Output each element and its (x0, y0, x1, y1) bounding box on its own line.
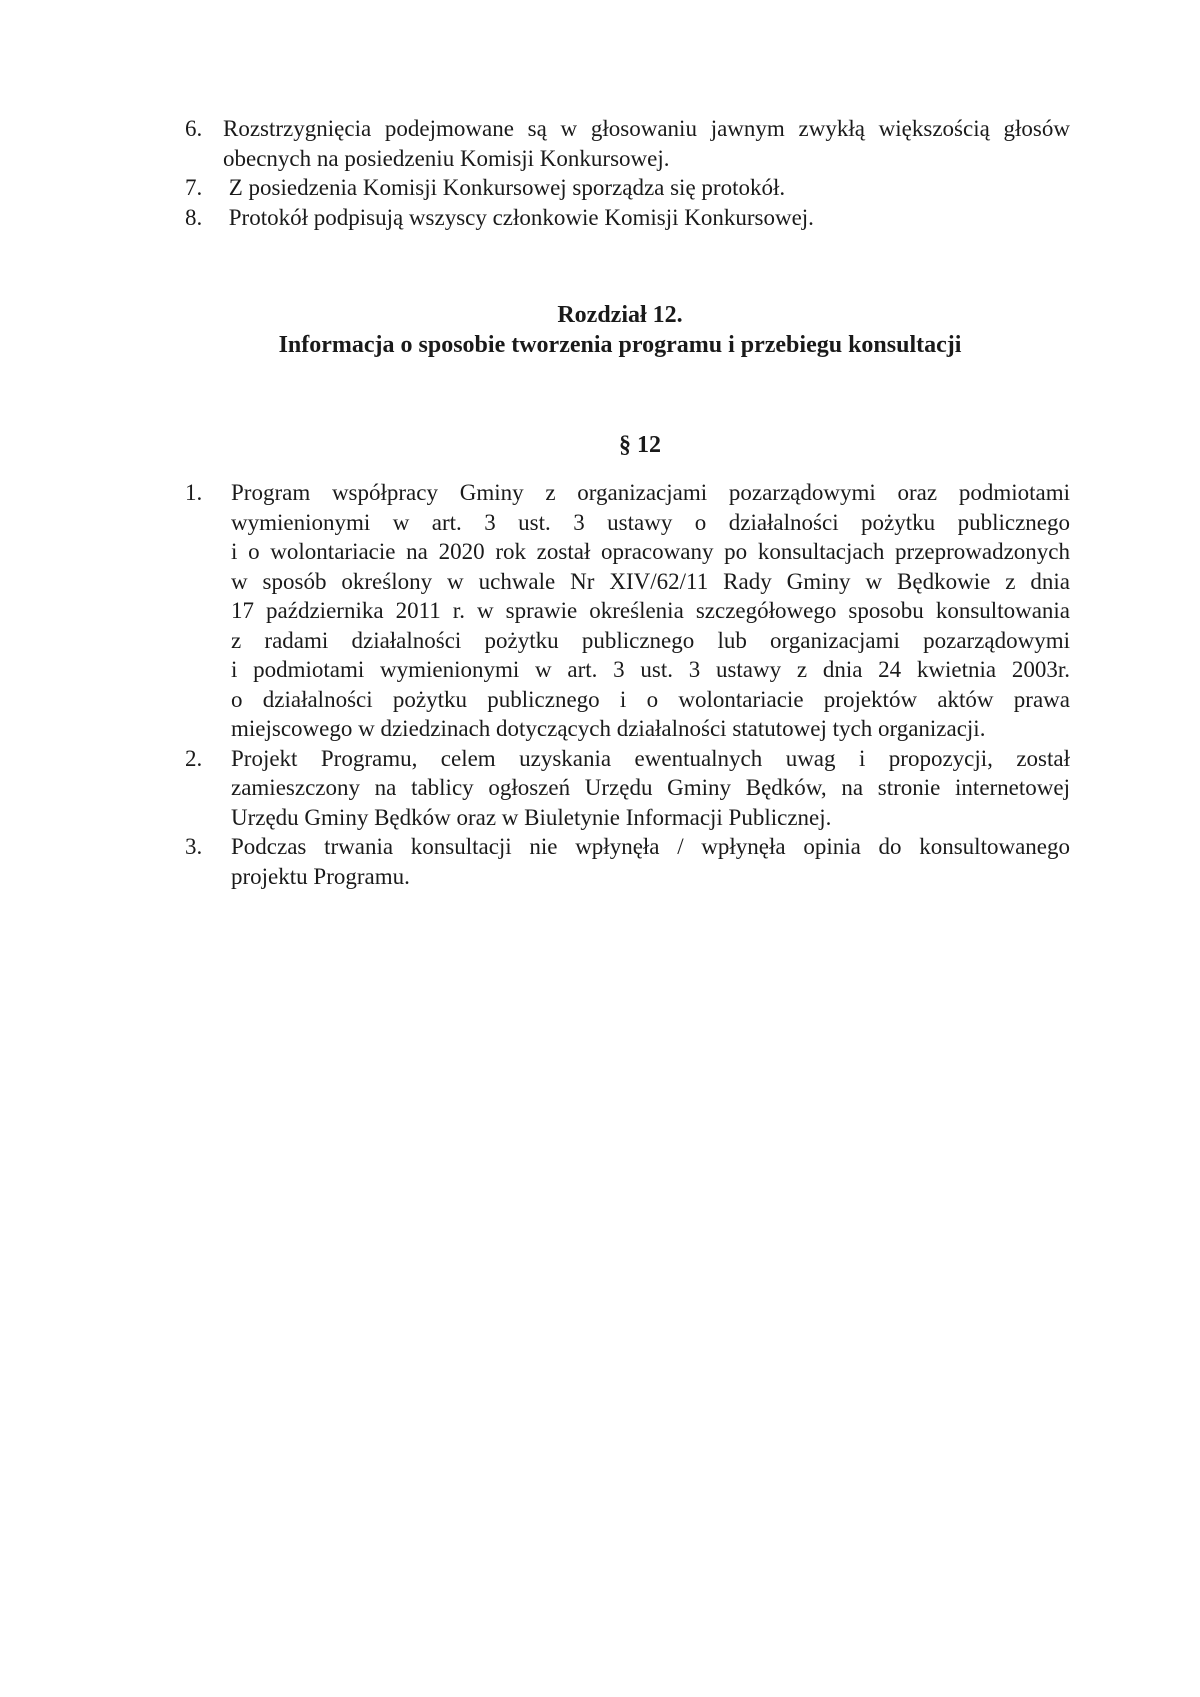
bottom-list (185, 478, 1070, 891)
list-item (185, 203, 1070, 233)
item-line: miejscowego w dziedzinach dotyczących działalności statutowej tych organizacji. (231, 716, 986, 741)
item-line: wymienionymi w art. 3 ust. 3 ustawy o działalności pożytku publicznego (231, 509, 1070, 535)
item-line: obecnych na posiedzeniu Komisji Konkursowej. (223, 145, 670, 171)
item-line: i o wolontariacie na 2020 rok został opracowany po konsultacjach przeprowadzonych (231, 539, 1070, 564)
chapter-label: Rozdział 12. (557, 302, 683, 328)
chapter-title: Informacja o sposobie tworzenia programu i przebiegu konsultacji (278, 332, 962, 358)
list-item (185, 478, 1070, 744)
item-line: Program współpracy Gminy z organizacjami pozarządowymi oraz podmiotami (231, 480, 1070, 505)
item-line: Projekt Programu, celem uzyskania ewentualnych uwag i propozycji, został (231, 745, 1070, 771)
item-line: Protokół podpisują wszyscy członkowie Komisji Konkursowej. (223, 204, 814, 230)
item-number: 6. (185, 116, 203, 141)
item-line: z radami działalności pożytku publicznego lub organizacjami pozarządowymi (231, 627, 1070, 653)
item-number: 8. (185, 204, 203, 230)
item-line: zamieszczony na tablicy ogłoszeń Urzędu Gminy Będków, na stronie internetowej (231, 775, 1070, 800)
item-line: Z posiedzenia Komisji Konkursowej sporządza się protokół. (223, 175, 786, 200)
list-item (185, 173, 1070, 203)
top-list (185, 114, 1070, 232)
item-line: o działalności pożytku publicznego i o wolontariacie projektów aktów prawa (231, 686, 1070, 712)
item-line: Rozstrzygnięcia podejmowane są w głosowaniu jawnym zwykłą większością głosów (223, 116, 1070, 141)
list-item (185, 744, 1070, 833)
list-item (185, 832, 1070, 891)
item-line: w sposób określony w uchwale Nr XIV/62/11 Rady Gminy w Będkowie z dnia (231, 568, 1070, 594)
item-number: 7. (185, 175, 203, 200)
item-line: i podmiotami wymienionymi w art. 3 ust. 3 ustawy z dnia 24 kwietnia 2003r. (231, 657, 1070, 682)
item-line: projektu Programu. (231, 863, 410, 889)
item-line: Urzędu Gminy Będków oraz w Biuletynie Informacji Publicznej. (231, 804, 832, 830)
item-number: 1. (185, 480, 203, 505)
item-line: Podczas trwania konsultacji nie wpłynęła / wpłynęła opinia do konsultowanego (231, 834, 1070, 859)
item-line: 17 października 2011 r. w sprawie określenia szczegółowego sposobu konsultowania (231, 598, 1070, 623)
item-number: 2. (185, 745, 203, 771)
item-number: 3. (185, 834, 203, 859)
paragraph-mark: § 12 (619, 432, 661, 458)
list-item (185, 114, 1070, 173)
